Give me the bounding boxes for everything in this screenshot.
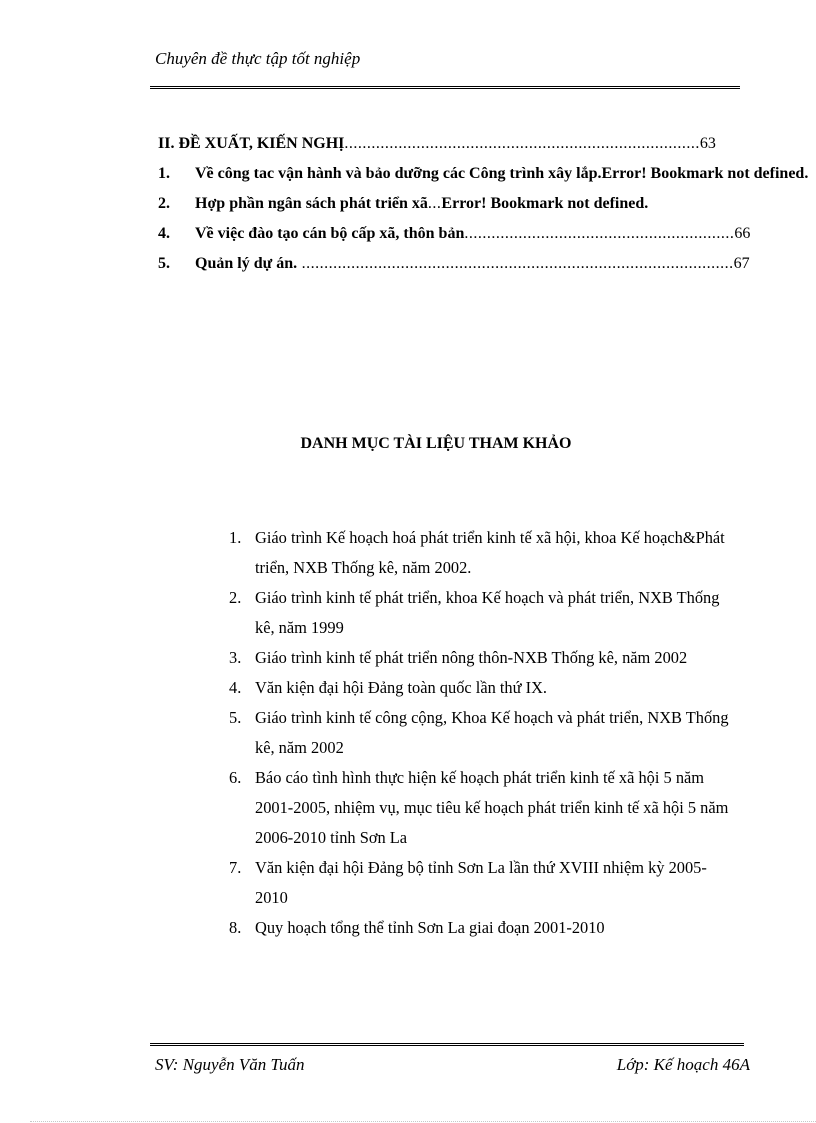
toc-entry-title: ĐỀ XUẤT, KIẾN NGHỊ: [178, 135, 345, 152]
toc-entry-title: Về công tac vận hành và bảo dưỡng các Công trình xây lắp.Error! Bookmark not defined.: [195, 165, 809, 182]
toc-page-number: 66: [734, 225, 751, 242]
toc-entry-number: 2.: [158, 195, 170, 212]
reference-text: Văn kiện đại hội Đảng toàn quốc lần thứ IX.: [255, 678, 548, 697]
footer-student-name: SV: Nguyễn Văn Tuấn: [155, 1055, 305, 1074]
reference-text: Giáo trình kinh tế công cộng, Khoa Kế hoạch và phát triển, NXB Thống kê, năm 2002: [255, 708, 729, 757]
toc-entry-title: Hợp phần ngân sách phát triển xã: [195, 195, 428, 212]
reference-number: 8.: [229, 918, 242, 937]
reference-item: [229, 763, 729, 853]
toc-dots: ...............................................................................: [344, 135, 700, 152]
toc-entry-number: 1.: [158, 165, 170, 182]
toc-dots: ............................................................: [464, 225, 735, 242]
toc-entry-number: 5.: [158, 255, 170, 272]
footer-divider: [150, 1043, 744, 1046]
reference-number: 7.: [229, 858, 242, 877]
page-bottom-edge: [30, 1121, 816, 1122]
toc-page-number: 63: [699, 135, 716, 152]
toc-entry-title: Về việc đào tạo cán bộ cấp xã, thôn bản: [195, 225, 465, 242]
toc-entry[interactable]: [158, 164, 808, 184]
reference-item: [229, 523, 729, 583]
reference-item: [229, 583, 729, 643]
reference-number: 2.: [229, 588, 242, 607]
reference-text: Giáo trình kinh tế phát triển nông thôn-NXB Thống kê, năm 2002: [255, 648, 688, 667]
reference-number: 5.: [229, 708, 242, 727]
reference-number: 4.: [229, 678, 242, 697]
reference-item: [229, 913, 729, 943]
reference-number: 6.: [229, 768, 242, 787]
toc-entry[interactable]: [158, 254, 750, 274]
toc-page-number: Error! Bookmark not defined.: [441, 195, 649, 212]
references-list: [229, 523, 729, 943]
toc-dots: ................................................................................................: [297, 255, 734, 272]
reference-text: Quy hoạch tổng thể tỉnh Sơn La giai đoạn 2001-2010: [255, 918, 605, 937]
header-divider: [150, 86, 740, 89]
toc-page-number: 67: [733, 255, 750, 272]
reference-text: Giáo trình Kế hoạch hoá phát triển kinh tế xã hội, khoa Kế hoạch&Phát triển, NXB Thống kê, năm 2002.: [255, 528, 725, 577]
footer-class-name: Lớp: Kế hoạch 46A: [616, 1055, 750, 1074]
toc-entry-number: II.: [158, 135, 175, 152]
reference-text: Giáo trình kinh tế phát triển, khoa Kế hoạch và phát triển, NXB Thống kê, năm 1999: [255, 588, 720, 637]
reference-item: [229, 673, 729, 703]
toc-entry-title: Quản lý dự án.: [195, 255, 298, 272]
reference-text: Văn kiện đại hội Đảng bộ tỉnh Sơn La lần thứ XVIII nhiệm kỳ 2005-2010: [255, 858, 707, 907]
page-header-title: Chuyên đề thực tập tốt nghiệp: [155, 49, 361, 68]
reference-item: [229, 703, 729, 763]
reference-item: [229, 643, 729, 673]
reference-text: Báo cáo tình hình thực hiện kế hoạch phát triển kinh tế xã hội 5 năm 2001-2005, nhiệm vụ, mục tiêu kế hoạch phát triển kinh tế xã hội 5 năm 2006-2010 tỉnh Sơn La: [255, 768, 729, 847]
reference-number: 1.: [229, 528, 242, 547]
references-heading: DANH MỤC TÀI LIỆU THAM KHẢO: [300, 435, 572, 452]
toc-entry[interactable]: [158, 194, 648, 214]
toc-entry-number: 4.: [158, 225, 170, 242]
toc-dots: ...: [427, 195, 442, 212]
reference-item: [229, 853, 729, 913]
toc-entry[interactable]: [158, 224, 750, 244]
toc-entry[interactable]: [158, 134, 716, 154]
reference-number: 3.: [229, 648, 242, 667]
